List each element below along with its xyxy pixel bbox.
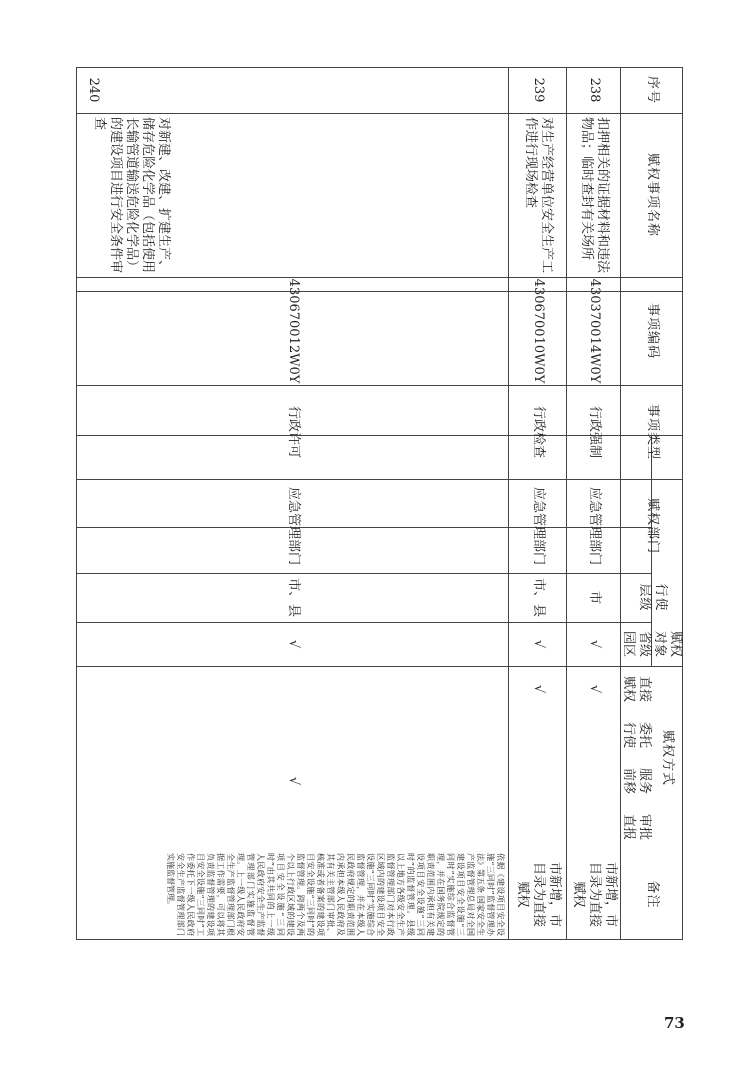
row-240-dept: 应急管理部门 xyxy=(286,486,301,565)
row-238-dept: 应急管理部门 xyxy=(587,486,602,565)
header-level: 行使层级 xyxy=(637,583,668,612)
header-method: 赋权方式 xyxy=(660,729,676,786)
header-type: 事项类型 xyxy=(645,403,660,460)
row-239-remark: 市新增，市目录为直接赋权 xyxy=(515,861,562,927)
header-method-forward: 服务前移 xyxy=(621,767,652,794)
row-239-object-check: √ xyxy=(531,639,546,649)
row-238-forward xyxy=(567,758,621,804)
row-240-name: 对新建、改建、扩建生产、储存危险化学品（包括使用长输管道输送危险化学品）的建设项目进行安全条件审查 xyxy=(92,117,171,274)
row-238-name: 扣押相关的证据材料和违法物品；临时查封有关场所 xyxy=(579,117,610,274)
header-object-sub: 省级园区 xyxy=(621,630,652,657)
header-seq: 序号 xyxy=(645,75,660,104)
row-239-forward xyxy=(509,758,567,804)
header-method-delegate: 委托行使 xyxy=(621,721,652,748)
row-240-level: 市、县 xyxy=(286,577,301,617)
row-240-object-check: √ xyxy=(286,639,301,649)
header-remark: 备注 xyxy=(645,880,660,909)
row-240-code: 430670012W0Y xyxy=(286,278,301,384)
row-238-report xyxy=(567,804,621,850)
header-dept: 赋权部门 xyxy=(645,497,660,554)
row-238-delegate xyxy=(567,712,621,758)
row-239-direct-check: √ xyxy=(531,684,546,694)
row-239-delegate xyxy=(509,712,567,758)
row-240-delegate xyxy=(77,712,509,758)
row-240-remark: 依据《建设项目安全设施“三同时”监督管理办法》第五条 国家安全生产监督管理总局对全国建设项目安全设施“三同时”实施综合监督管理，并在国务院规定的职责范围内承担有关建设项目安全设施“三同时”的监督管理。县级以上地方各级安全生产监督管理部门对本行政区域内的建设项目安全设施“三同时”实施综合监督管理，并在本级人民政府规定的职责范围内承担本级人民政府及其有关主管部门审批、核准或者备案的建设项目安全设施“三同时”的监督管理。跨两个及两个以上行政区域的建设项目安全设施“三同时”由其共同的上一级人民政府安全生产监督管理部门实施监督管理。上一级人民政府安全生产监督管理部门根据工作需要，可以将其负责监督管理的建设项目安全设施“三同时”工作委托下一级人民政府安全生产监督管理部门实施监督管理。 xyxy=(166,853,505,936)
header-code: 事项编码 xyxy=(645,302,660,359)
row-238-object-check: √ xyxy=(587,639,602,649)
header-method-direct: 直接赋权 xyxy=(621,675,652,702)
row-239-level: 市、县 xyxy=(531,577,546,617)
row-238-level: 市 xyxy=(587,590,602,604)
header-name: 赋权事项名称 xyxy=(645,152,660,237)
row-239-dept: 应急管理部门 xyxy=(531,486,546,565)
row-238-code: 430370014W0Y xyxy=(587,278,602,384)
row-238-direct-check: √ xyxy=(587,684,602,694)
row-238-seq: 238 xyxy=(587,77,602,103)
row-239-seq: 239 xyxy=(531,77,546,103)
page-number: 73 xyxy=(664,1014,685,1032)
row-238-remark: 市新增，市目录为直接赋权 xyxy=(571,861,618,927)
header-object: 赋权对象 xyxy=(652,630,683,657)
rotated-table xyxy=(76,67,683,940)
row-239-code: 430670010W0Y xyxy=(531,278,546,384)
header-method-report: 审批直报 xyxy=(621,813,652,840)
row-239-name: 对生产经营单位安全生产工作进行现场检查 xyxy=(523,117,554,274)
row-240-type: 行政许可 xyxy=(286,405,301,458)
row-239-type: 行政检查 xyxy=(531,405,546,458)
row-240-report xyxy=(77,804,509,850)
row-240-seq: 240 xyxy=(86,77,101,103)
row-240-direct xyxy=(77,666,509,712)
grid-line xyxy=(76,939,683,940)
row-239-report xyxy=(509,804,567,850)
row-238-type: 行政强制 xyxy=(587,405,602,458)
row-240-forward-check: √ xyxy=(286,776,301,786)
